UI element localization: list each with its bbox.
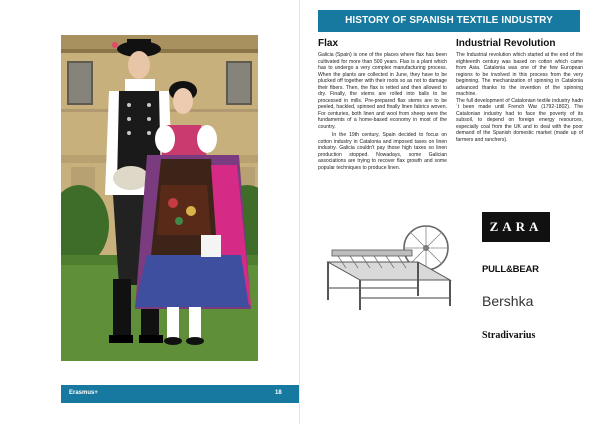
bershka-logo: Bershka (482, 293, 534, 309)
left-footer (61, 385, 299, 403)
flax-heading: Flax (318, 38, 339, 49)
page-header: HISTORY OF SPANISH TEXTILE INDUSTRY (318, 10, 580, 32)
spinning-machine-illustration (318, 222, 460, 314)
industrial-paragraph-1: The Industrial revolution which started at the end of the eighteenth century was based on cotton which came from Asia. Catalonia was one of the few European regions to be involved in this process from the very beginning. The mechanization of spinning in Catalonia advanced thanks to the invention of the spinning machine. (456, 52, 583, 97)
pullbear-logo: PULL&BEAR (482, 264, 539, 275)
stradivarius-logo: Stradivarius (482, 330, 536, 341)
costume-photo (61, 35, 258, 361)
industrial-paragraph-2: The full development of Catalonian textile industry hadn´t been made until French War (1792-1802). The Catalonian industry had to face the poverty of its subsoil, to depend on foreign energy resources, especially coal from the UK and to deal with the poor demand of the Spanish domestic market (made up of farmers and ranchers). (456, 97, 583, 143)
footer-brand: Erasmus+ (69, 390, 98, 396)
industrial-heading: Industrial Revolution (456, 38, 556, 49)
page-number: 18 (275, 390, 282, 396)
industrial-column (456, 38, 583, 143)
flax-paragraph-1: Galicia (Spain) is one of the places where flax has been cultivated for more than 500 years. Flax is a plant which has to undergo a very complex manufacturing process. When the plants are collected in June, they have to be plucked off together with their roots so as not to damage their fibers. Then, the flax is retted and then allowed to dry. Finally, the stems are rolled into balls to be processed in mills. Pre-prepared flax stems are to be peeled, hackled, spinned and finally linen fabrics woven. For centuries, both linen and wool from sheep were the fundaments of a home-based economy in most of the country. (318, 52, 447, 130)
flax-paragraph-2: In the 19th century, Spain decided to focus on cotton industry in Catalonia and imposed taxes on linen industry. Galicia couldn't pay those high taxes so linen production stopped. Nowadays, some Galician associations are trying to recover flax growth and some popular techniques to produce linen. (318, 132, 447, 171)
zara-logo: ZARA (482, 212, 550, 242)
flax-column (318, 38, 447, 171)
